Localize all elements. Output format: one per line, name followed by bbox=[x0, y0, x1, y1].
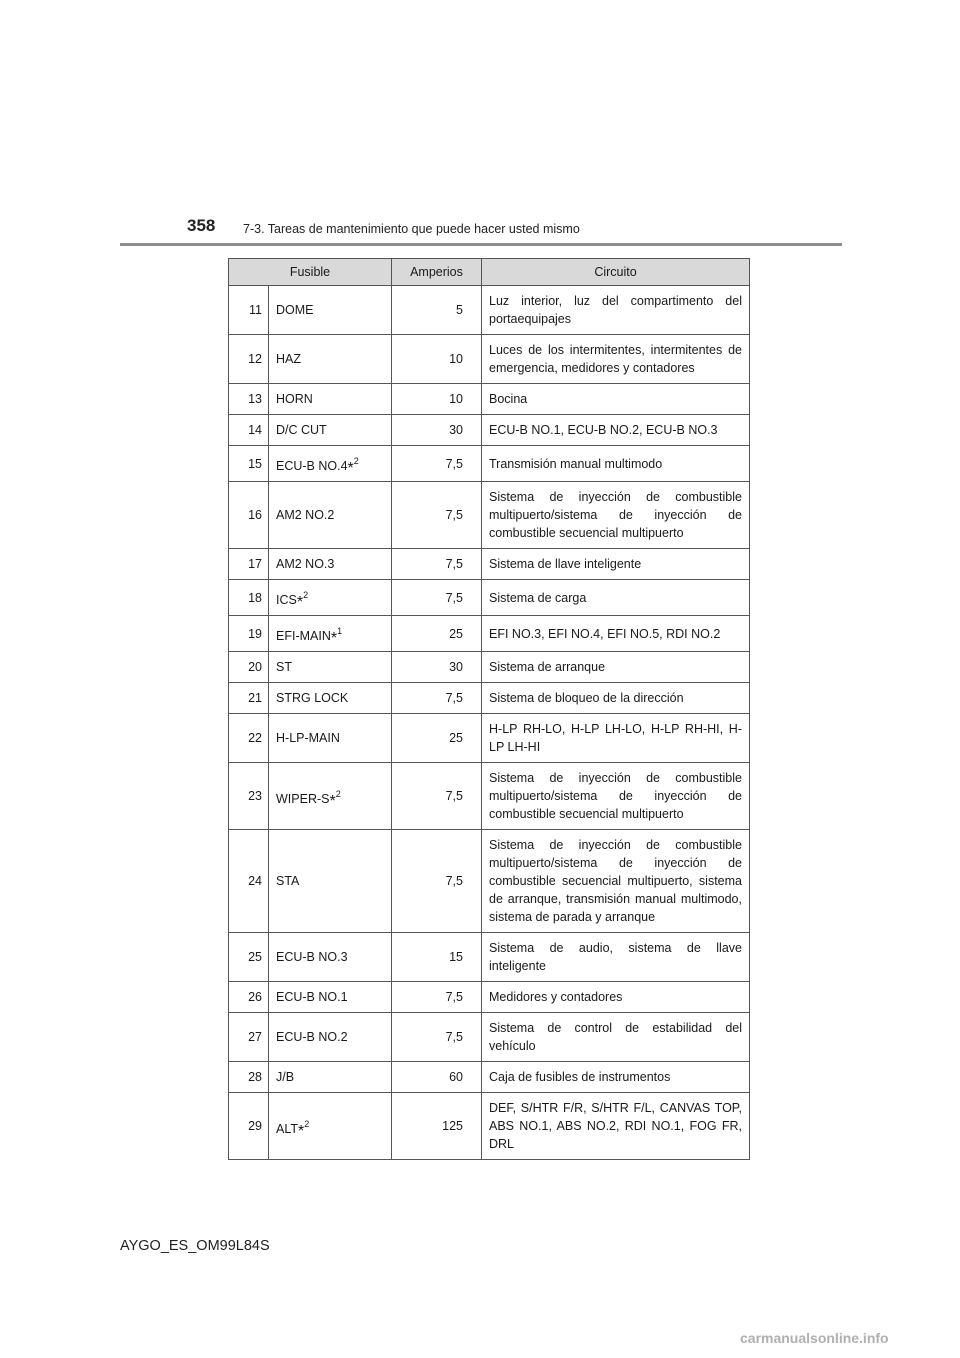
fuse-number: 16 bbox=[229, 482, 269, 549]
fuse-circuit: Transmisión manual multimodo bbox=[482, 446, 750, 482]
fuse-number: 25 bbox=[229, 933, 269, 982]
footnote-asterisk-icon: * bbox=[296, 594, 304, 611]
footnote-asterisk-icon: * bbox=[330, 630, 338, 647]
fuse-circuit: Sistema de control de estabilidad del vehículo bbox=[482, 1013, 750, 1062]
table-row bbox=[229, 446, 750, 482]
fuse-number: 20 bbox=[229, 652, 269, 683]
watermark: carmanualsonline.info bbox=[740, 1330, 889, 1346]
fuse-name-cell bbox=[269, 1013, 392, 1062]
fuse-amperage: 7,5 bbox=[392, 830, 482, 933]
fuse-name: ECU-B NO.1 bbox=[276, 990, 348, 1004]
fuse-name-cell bbox=[269, 335, 392, 384]
fuse-number: 19 bbox=[229, 616, 269, 652]
fuse-name: D/C CUT bbox=[276, 423, 327, 437]
table-row bbox=[229, 652, 750, 683]
fuse-number: 15 bbox=[229, 446, 269, 482]
fuse-name: DOME bbox=[276, 303, 314, 317]
table-row bbox=[229, 616, 750, 652]
fuse-name-cell bbox=[269, 763, 392, 830]
fuse-name-cell bbox=[269, 286, 392, 335]
fuse-table bbox=[228, 258, 750, 1160]
table-header-row bbox=[229, 259, 750, 286]
fuse-circuit: Sistema de inyección de combustible multipuerto/sistema de inyección de combustible secuencial multipuerto bbox=[482, 763, 750, 830]
fuse-amperage: 7,5 bbox=[392, 580, 482, 616]
footnote-ref: 2 bbox=[353, 456, 359, 466]
fuse-name-cell bbox=[269, 1062, 392, 1093]
fuse-amperage: 7,5 bbox=[392, 982, 482, 1013]
fuse-name-cell bbox=[269, 549, 392, 580]
fuse-name-cell bbox=[269, 830, 392, 933]
fuse-circuit: Luces de los intermitentes, intermitentes de emergencia, medidores y contadores bbox=[482, 335, 750, 384]
fuse-name-cell bbox=[269, 683, 392, 714]
fuse-number: 24 bbox=[229, 830, 269, 933]
fuse-circuit: Sistema de inyección de combustible multipuerto/sistema de inyección de combustible secuencial multipuerto, sistema de arranque, transmisión manual multimodo, sistema de parada y arranque bbox=[482, 830, 750, 933]
fuse-amperage: 7,5 bbox=[392, 763, 482, 830]
fuse-table-body bbox=[229, 286, 750, 1160]
fuse-amperage: 5 bbox=[392, 286, 482, 335]
fuse-name: HORN bbox=[276, 392, 313, 406]
fuse-circuit: Sistema de carga bbox=[482, 580, 750, 616]
fuse-amperage: 10 bbox=[392, 335, 482, 384]
fuse-circuit: Sistema de arranque bbox=[482, 652, 750, 683]
footnote-ref: 2 bbox=[303, 590, 309, 600]
fuse-amperage: 25 bbox=[392, 616, 482, 652]
footnote-ref: 2 bbox=[304, 1118, 310, 1129]
fuse-name-cell bbox=[269, 933, 392, 982]
fuse-number: 14 bbox=[229, 415, 269, 446]
table-row bbox=[229, 580, 750, 616]
fuse-number: 28 bbox=[229, 1062, 269, 1093]
fuse-amperage: 7,5 bbox=[392, 549, 482, 580]
fuse-name: ECU-B NO.3 bbox=[276, 950, 348, 964]
fuse-name: ICS bbox=[276, 593, 297, 607]
fuse-number: 23 bbox=[229, 763, 269, 830]
fuse-circuit: Sistema de llave inteligente bbox=[482, 549, 750, 580]
fuse-name: H-LP-MAIN bbox=[276, 731, 340, 745]
fuse-circuit: DEF, S/HTR F/R, S/HTR F/L, CANVAS TOP, ABS NO.1, ABS NO.2, RDI NO.1, FOG FR, DRL bbox=[482, 1093, 750, 1160]
fuse-name: STRG LOCK bbox=[276, 691, 349, 705]
fuse-amperage: 15 bbox=[392, 933, 482, 982]
fuse-number: 11 bbox=[229, 286, 269, 335]
table-row bbox=[229, 1093, 750, 1160]
footnote-asterisk-icon: * bbox=[298, 1122, 305, 1140]
fuse-name-cell bbox=[269, 652, 392, 683]
table-row bbox=[229, 763, 750, 830]
fuse-name-cell bbox=[269, 415, 392, 446]
fuse-name: HAZ bbox=[276, 352, 301, 366]
table-row bbox=[229, 384, 750, 415]
fuse-name: AM2 NO.3 bbox=[276, 557, 335, 571]
section-title: 7-3. Tareas de mantenimiento que puede hacer usted mismo bbox=[243, 222, 580, 236]
footnote-ref: 2 bbox=[335, 788, 341, 799]
fuse-amperage: 7,5 bbox=[392, 683, 482, 714]
table-row bbox=[229, 714, 750, 763]
fuse-name-cell bbox=[269, 482, 392, 549]
fuse-name: STA bbox=[276, 874, 300, 888]
column-header-fuse: Fusible bbox=[229, 259, 392, 286]
fuse-circuit: EFI NO.3, EFI NO.4, EFI NO.5, RDI NO.2 bbox=[482, 616, 750, 652]
table-row bbox=[229, 1013, 750, 1062]
fuse-number: 29 bbox=[229, 1093, 269, 1160]
fuse-name-cell bbox=[269, 446, 392, 482]
footnote-asterisk-icon: * bbox=[347, 460, 354, 477]
fuse-circuit: ECU-B NO.1, ECU-B NO.2, ECU-B NO.3 bbox=[482, 415, 750, 446]
fuse-name: J/B bbox=[276, 1070, 295, 1084]
table-row bbox=[229, 933, 750, 982]
fuse-amperage: 7,5 bbox=[392, 482, 482, 549]
fuse-name: AM2 NO.2 bbox=[276, 508, 335, 522]
fuse-amperage: 125 bbox=[392, 1093, 482, 1160]
fuse-circuit: Sistema de inyección de combustible multipuerto/sistema de inyección de combustible secuencial multipuerto bbox=[482, 482, 750, 549]
fuse-name: WIPER-S bbox=[276, 791, 330, 806]
fuse-number: 18 bbox=[229, 580, 269, 616]
table-row bbox=[229, 1062, 750, 1093]
fuse-number: 27 bbox=[229, 1013, 269, 1062]
fuse-amperage: 30 bbox=[392, 415, 482, 446]
fuse-circuit: Sistema de audio, sistema de llave inteligente bbox=[482, 933, 750, 982]
fuse-name: ALT bbox=[276, 1121, 298, 1136]
fuse-name: EFI-MAIN bbox=[276, 629, 331, 643]
fuse-circuit: H-LP RH-LO, H-LP LH-LO, H-LP RH-HI, H-LP LH-HI bbox=[482, 714, 750, 763]
table-row bbox=[229, 982, 750, 1013]
fuse-circuit: Sistema de bloqueo de la dirección bbox=[482, 683, 750, 714]
fuse-number: 12 bbox=[229, 335, 269, 384]
table-row bbox=[229, 482, 750, 549]
column-header-circuit: Circuito bbox=[482, 259, 750, 286]
fuse-name: ECU-B NO.4 bbox=[276, 459, 348, 473]
document-code: AYGO_ES_OM99L84S bbox=[120, 1238, 270, 1254]
fuse-amperage: 10 bbox=[392, 384, 482, 415]
fuse-circuit: Luz interior, luz del compartimento del portaequipajes bbox=[482, 286, 750, 335]
fuse-amperage: 25 bbox=[392, 714, 482, 763]
table-row bbox=[229, 549, 750, 580]
fuse-name-cell bbox=[269, 616, 392, 652]
fuse-name-cell bbox=[269, 982, 392, 1013]
fuse-name-cell bbox=[269, 1093, 392, 1160]
table-row bbox=[229, 415, 750, 446]
fuse-number: 26 bbox=[229, 982, 269, 1013]
fuse-amperage: 7,5 bbox=[392, 1013, 482, 1062]
fuse-number: 21 bbox=[229, 683, 269, 714]
fuse-circuit: Bocina bbox=[482, 384, 750, 415]
fuse-amperage: 60 bbox=[392, 1062, 482, 1093]
fuse-number: 22 bbox=[229, 714, 269, 763]
header-divider bbox=[120, 243, 842, 246]
fuse-amperage: 7,5 bbox=[392, 446, 482, 482]
footnote-ref: 1 bbox=[337, 626, 343, 636]
fuse-circuit: Medidores y contadores bbox=[482, 982, 750, 1013]
fuse-name: ST bbox=[276, 660, 292, 674]
table-row bbox=[229, 683, 750, 714]
fuse-number: 13 bbox=[229, 384, 269, 415]
fuse-name-cell bbox=[269, 580, 392, 616]
fuse-amperage: 30 bbox=[392, 652, 482, 683]
table-row bbox=[229, 335, 750, 384]
column-header-amps: Amperios bbox=[392, 259, 482, 286]
fuse-number: 17 bbox=[229, 549, 269, 580]
page-number: 358 bbox=[187, 216, 216, 235]
table-row bbox=[229, 286, 750, 335]
fuse-name-cell bbox=[269, 384, 392, 415]
fuse-name-cell bbox=[269, 714, 392, 763]
table-row bbox=[229, 830, 750, 933]
fuse-circuit: Caja de fusibles de instrumentos bbox=[482, 1062, 750, 1093]
footnote-asterisk-icon: * bbox=[329, 792, 336, 810]
fuse-name: ECU-B NO.2 bbox=[276, 1030, 348, 1044]
